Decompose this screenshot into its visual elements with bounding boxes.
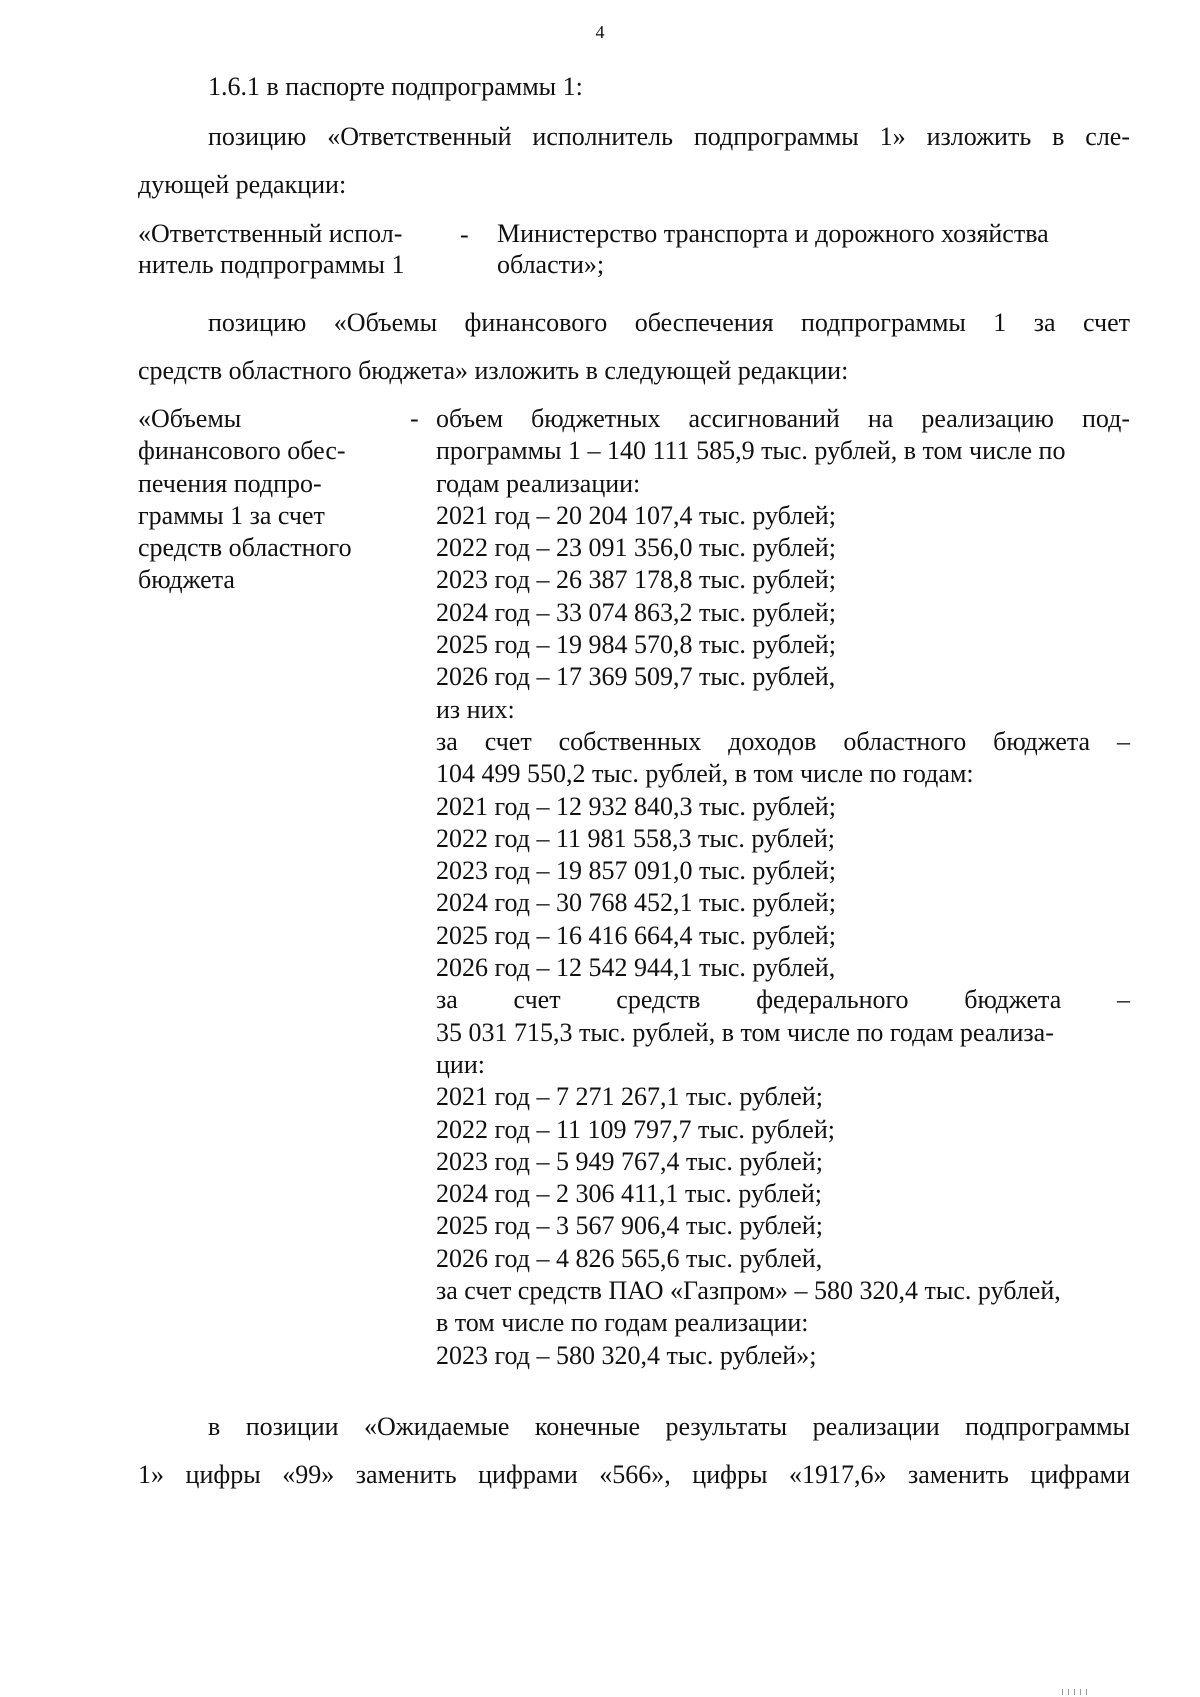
financing-value-line: ции:: [436, 1049, 485, 1079]
responsible-executor-label-line2: нитель подпрограммы 1: [138, 250, 405, 279]
responsible-executor-dash: -: [460, 220, 469, 249]
financing-value-line: программы 1 – 140 111 585,9 тыс. рублей, в том числе по: [436, 436, 1066, 466]
financing-value-line: объем бюджетных ассигнований на реализацию под-: [436, 404, 1130, 433]
financing-label: [138, 403, 352, 597]
financing-value-line: 2021 год – 7 271 267,1 тыс. рублей;: [436, 1082, 823, 1112]
position3-line2: 1» цифры «99» заменить цифрами «566», цифры «1917,6» заменить цифрами: [138, 1460, 1130, 1489]
financing-value-line: 35 031 715,3 тыс. рублей, в том числе по годам реализа-: [436, 1017, 1054, 1047]
responsible-executor-label-line1: «Ответственный испол-: [138, 219, 403, 248]
financing-value-line: 2024 год – 2 306 411,1 тыс. рублей;: [436, 1179, 822, 1209]
financing-value-line: в том числе по годам реализации:: [436, 1308, 809, 1338]
financing-label-line: бюджета: [138, 565, 235, 595]
financing-value-line: годам реализации:: [436, 468, 641, 498]
financing-value-line: из них:: [436, 694, 515, 724]
financing-value-line: 2023 год – 5 949 767,4 тыс. рублей;: [436, 1146, 823, 1176]
financing-value-line: 2022 год – 11 981 558,3 тыс. рублей;: [436, 823, 835, 853]
financing-label-line: «Объемы: [138, 404, 242, 433]
financing-value-line: 104 499 550,2 тыс. рублей, в том числе по годам:: [436, 759, 974, 789]
financing-value-line: 2021 год – 20 204 107,4 тыс. рублей;: [436, 500, 836, 530]
financing-label-line: средств областного: [138, 533, 352, 563]
financing-value-line: 2023 год – 19 857 091,0 тыс. рублей;: [436, 856, 836, 886]
position3-line1: в позиции «Ожидаемые конечные результаты реализации подпрограммы: [208, 1412, 1130, 1441]
financing-label-line: финансового обес-: [138, 436, 346, 466]
financing-value-line: 2024 год – 33 074 863,2 тыс. рублей;: [436, 597, 836, 627]
item-heading: 1.6.1 в паспорте подпрограммы 1:: [208, 72, 583, 101]
financing-value-line: 2022 год – 11 109 797,7 тыс. рублей;: [436, 1114, 835, 1144]
page-number: 4: [595, 22, 605, 42]
financing-value-line: 2021 год – 12 932 840,3 тыс. рублей;: [436, 791, 836, 821]
financing-value-line: 2026 год – 17 369 509,7 тыс. рублей,: [436, 662, 836, 692]
financing-value-line: 2023 год – 26 387 178,8 тыс. рублей;: [436, 565, 836, 595]
financing-value-line: 2025 год – 19 984 570,8 тыс. рублей;: [436, 630, 836, 660]
position2-intro-line1: позицию «Объемы финансового обеспечения подпрограммы 1 за счет: [208, 308, 1130, 337]
financing-dash: -: [410, 404, 419, 433]
financing-value-line: за счет собственных доходов областного бюджета –: [436, 726, 1130, 756]
financing-label-line: печения подпро-: [138, 468, 322, 498]
financing-label-line: граммы 1 за счет: [138, 500, 325, 530]
financing-value-line: 2024 год – 30 768 452,1 тыс. рублей;: [436, 888, 836, 918]
scan-artifact: [1062, 1689, 1092, 1695]
financing-value: [436, 403, 1130, 1372]
responsible-executor-value-line2: области»;: [497, 250, 605, 279]
position1-intro-line2: дующей редакции:: [138, 170, 347, 199]
financing-value-line: 2026 год – 12 542 944,1 тыс. рублей,: [436, 953, 836, 983]
financing-value-line: 2025 год – 16 416 664,4 тыс. рублей;: [436, 920, 836, 950]
financing-value-line: за счет средств федерального бюджета –: [436, 985, 1130, 1015]
financing-value-line: 2023 год – 580 320,4 тыс. рублей»;: [436, 1340, 817, 1370]
position2-intro-line2: средств областного бюджета» изложить в следующей редакции:: [138, 356, 849, 385]
financing-value-line: 2025 год – 3 567 906,4 тыс. рублей;: [436, 1211, 823, 1241]
responsible-executor-value-line1: Министерство транспорта и дорожного хозяйства: [497, 219, 1049, 248]
position1-intro-line1: позицию «Ответственный исполнитель подпрограммы 1» изложить в сле-: [208, 122, 1130, 151]
financing-value-line: за счет средств ПАО «Газпром» – 580 320,4 тыс. рублей,: [436, 1276, 1061, 1306]
financing-value-line: 2022 год – 23 091 356,0 тыс. рублей;: [436, 533, 836, 563]
financing-value-line: 2026 год – 4 826 565,6 тыс. рублей,: [436, 1243, 823, 1273]
